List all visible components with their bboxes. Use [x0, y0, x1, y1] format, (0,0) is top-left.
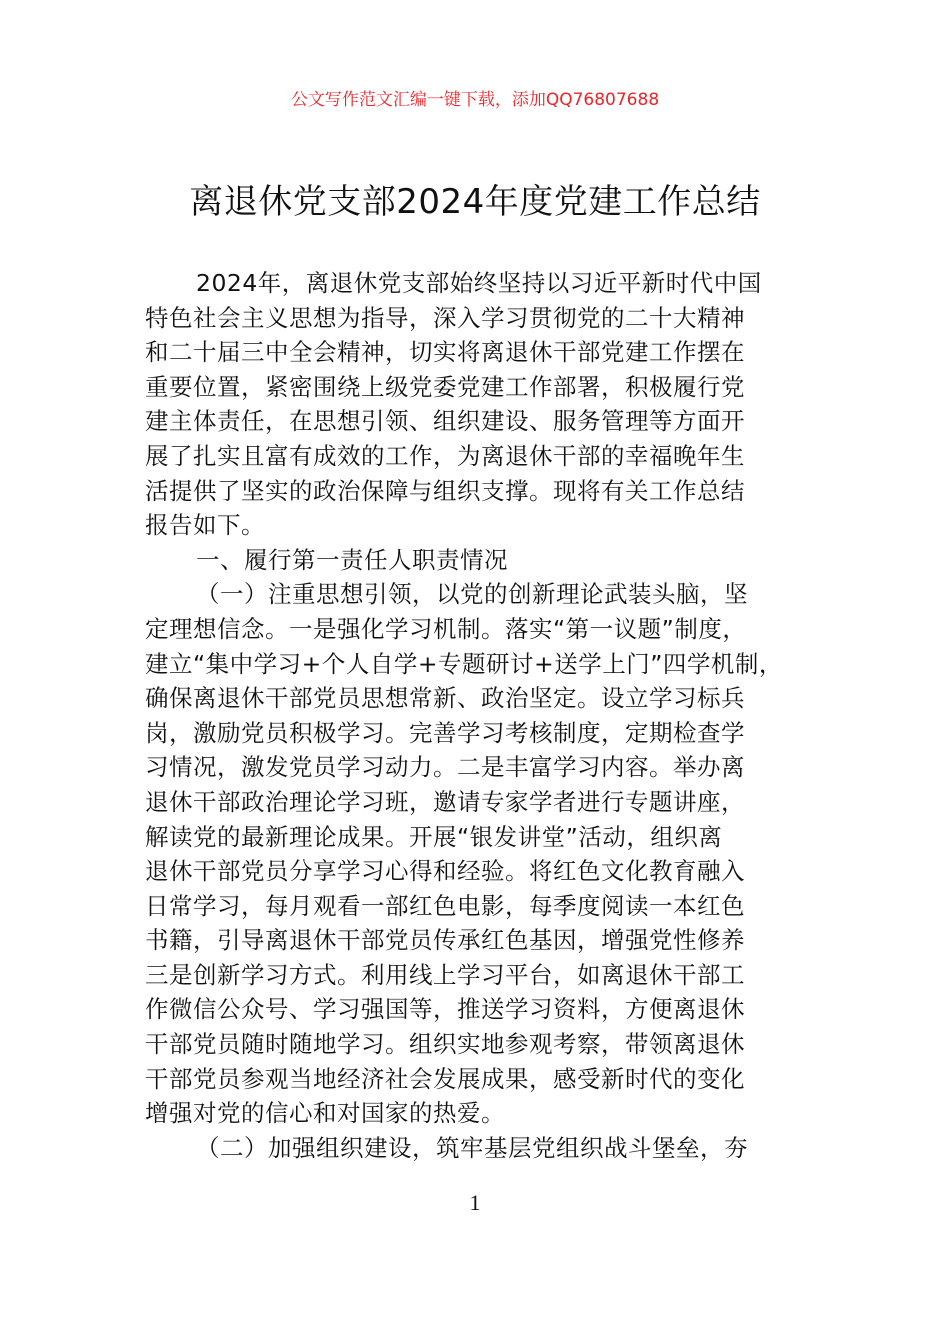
text-line: 建主体责任，在思想引领、组织建设、服务管理等方面开: [145, 407, 745, 436]
text-line: 特色社会主义思想为指导，深入学习贯彻党的二十大精神: [145, 303, 745, 332]
text-line: 退休干部政治理论学习班，邀请专家学者进行专题讲座，: [145, 787, 745, 816]
text-line: 干部党员参观当地经济社会发展成果，感受新时代的变化: [145, 1064, 745, 1093]
text-line: （二）加强组织建设，筑牢基层党组织战斗堡垒，夯: [196, 1133, 748, 1162]
page-number: 1: [469, 1190, 481, 1215]
text-line: 报告如下。: [145, 511, 265, 540]
text-line: 书籍，引导离退休干部党员传承红色基因，增强党性修养: [145, 926, 745, 955]
text-line: 重要位置，紧密围绕上级党委党建工作部署，积极履行党: [145, 372, 745, 401]
download-promo-header: 公文写作范文汇编一键下载，添加QQ76807688: [290, 90, 660, 110]
text-line: 退休干部党员分享学习心得和经验。将红色文化教育融入: [145, 857, 745, 886]
text-line: 增强对党的信心和对国家的热爱。: [145, 1099, 505, 1128]
text-line: 一、履行第一责任人职责情况: [196, 545, 508, 574]
text-line: 定理想信念。一是强化学习机制。落实“第一议题”制度，: [145, 614, 747, 643]
text-line: 干部党员随时随地学习。组织实地参观考察，带领离退休: [145, 1030, 745, 1059]
text-line: 和二十届三中全会精神，切实将离退休干部党建工作摆在: [145, 338, 745, 367]
text-line: 2024年，离退休党支部始终坚持以习近平新时代中国: [196, 269, 762, 297]
text-line: 展了扎实且富有成效的工作，为离退休干部的幸福晚年生: [145, 441, 745, 470]
document-title: 离退休党支部2024年度党建工作总结: [189, 182, 761, 222]
document-body: [145, 266, 825, 1165]
text-line: 建立“集中学习+个人自学+专题研讨+送学上门”四学机制，: [145, 649, 783, 678]
text-line: 三是创新学习方式。利用线上学习平台，如离退休干部工: [145, 960, 745, 989]
text-line: （一）注重思想引领，以党的创新理论武装头脑，坚: [196, 580, 748, 609]
text-line: 习情况，激发党员学习动力。二是丰富学习内容。举办离: [145, 753, 745, 782]
text-line: 确保离退休干部党员思想常新、政治坚定。设立学习标兵: [145, 684, 745, 713]
text-line: 作微信公众号、学习强国等，推送学习资料，方便离退休: [145, 995, 745, 1024]
text-line: 岗，激励党员积极学习。完善学习考核制度，定期检查学: [145, 718, 745, 747]
text-line: 解读党的最新理论成果。开展“银发讲堂”活动，组织离: [145, 822, 723, 851]
text-line: 日常学习，每月观看一部红色电影，每季度阅读一本红色: [145, 891, 745, 920]
text-line: 活提供了坚实的政治保障与组织支撑。现将有关工作总结: [145, 476, 745, 505]
